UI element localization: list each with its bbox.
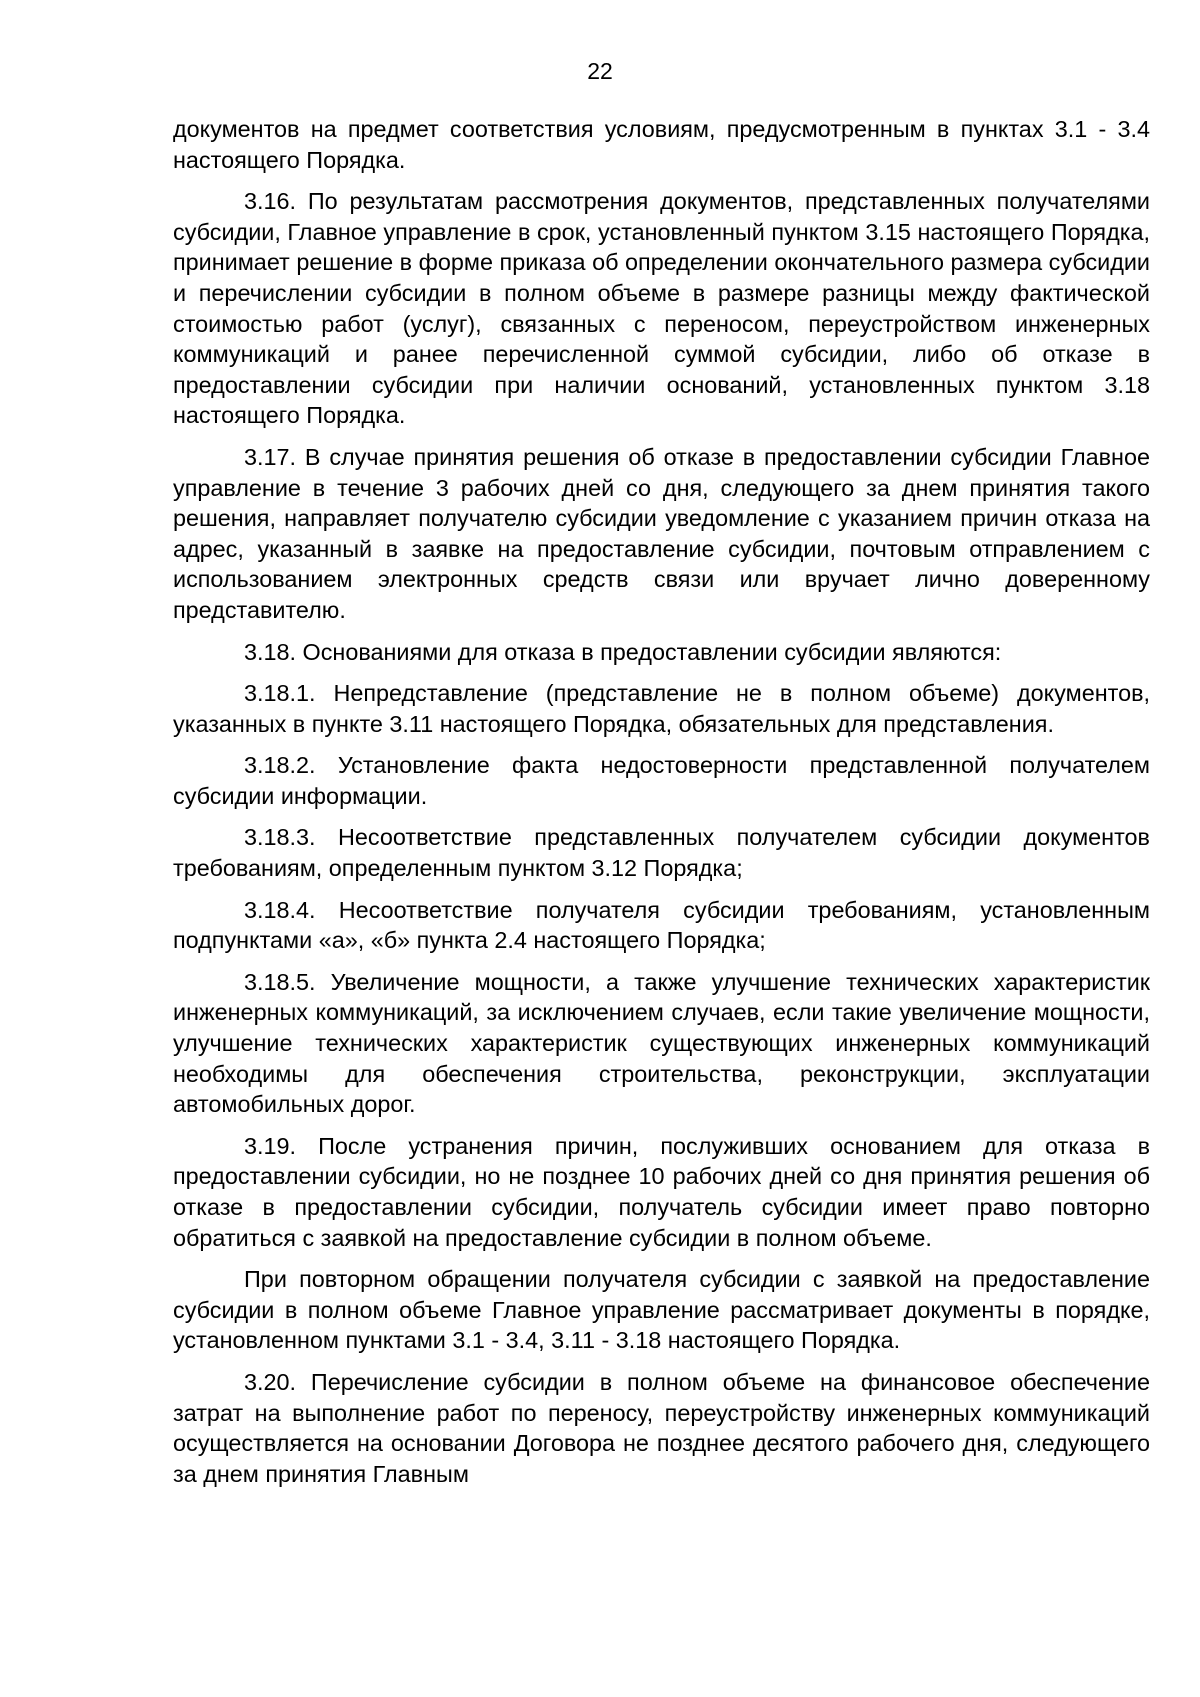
paragraph-continuation: документов на предмет соответствия условиям, предусмотренным в пунктах 3.1 - 3.4 настоящего Порядка. bbox=[173, 116, 1150, 173]
paragraph-3-19: 3.19. После устранения причин, послуживших основанием для отказа в предоставлении субсидии, но не позднее 10 рабочих дней со дня принятия решения об отказе в предоставлении субсидии, получатель субсидии имеет право повторно обратиться с заявкой на предоставление субсидии в полном объеме. bbox=[173, 1132, 1150, 1251]
paragraph-3-18-4: 3.18.4. Несоответствие получателя субсидии требованиям, установленным подпунктами «а», «б» пункта 2.4 настоящего Порядка; bbox=[173, 896, 1150, 954]
page-number: 22 bbox=[587, 58, 613, 84]
paragraph-3-18-3: 3.18.3. Несоответствие представленных получателем субсидии документов требованиям, определенным пунктом 3.12 Порядка; bbox=[173, 824, 1150, 882]
paragraph-3-18-1: 3.18.1. Непредставление (представление не в полном объеме) документов, указанных в пункте 3.11 настоящего Порядка, обязательных для представления. bbox=[173, 680, 1150, 737]
paragraph-3-16: 3.16. По результатам рассмотрения документов, представленных получателями субсидии, Главное управление в срок, установленный пунктом 3.15 настоящего Порядка, принимает решение в форме приказа об определении окончательного размера субсидии и перечислении субсидии в полном объеме в размере разницы между фактической стоимостью работ (услуг), связанных с переносом, переустройством инженерных коммуникаций и ранее перечисленной суммой субсидии, либо об отказе в предоставлении субсидии при наличии оснований, установленных пунктом 3.18 настоящего Порядка. bbox=[173, 188, 1150, 429]
document-body bbox=[173, 114, 1150, 1500]
paragraph-3-18-5: 3.18.5. Увеличение мощности, а также улучшение технических характеристик инженерных коммуникаций, за исключением случаев, если такие увеличение мощности, улучшение технических характеристик существующих инженерных коммуникаций необходимы для обеспечения строительства, реконструкции, эксплуатации автомобильных дорог. bbox=[173, 968, 1150, 1118]
paragraph-3-20: 3.20. Перечисление субсидии в полном объеме на финансовое обеспечение затрат на выполнение работ по переносу, переустройству инженерных коммуникаций осуществляется на основании Договора не позднее десятого рабочего дня, следующего за днем принятия Главным bbox=[173, 1368, 1150, 1487]
paragraph-3-18: 3.18. Основаниями для отказа в предоставлении субсидии являются: bbox=[244, 638, 1002, 665]
paragraph-3-17: 3.17. В случае принятия решения об отказе в предоставлении субсидии Главное управление в течение 3 рабочих дней со дня, следующего за днем принятия такого решения, направляет получателю субсидии уведомление с указанием причин отказа на адрес, указанный в заявке на предоставление субсидии, почтовым отправлением с использованием электронных средств связи или вручает лично доверенному представителю. bbox=[173, 443, 1150, 623]
paragraph-repeat-application: При повторном обращении получателя субсидии с заявкой на предоставление субсидии в полном объеме Главное управление рассматривает документы в порядке, установленном пунктами 3.1 - 3.4, 3.11 - 3.18 настоящего Порядка. bbox=[173, 1266, 1150, 1354]
paragraph-3-18-2: 3.18.2. Установление факта недостоверности представленной получателем субсидии информации. bbox=[173, 752, 1150, 809]
